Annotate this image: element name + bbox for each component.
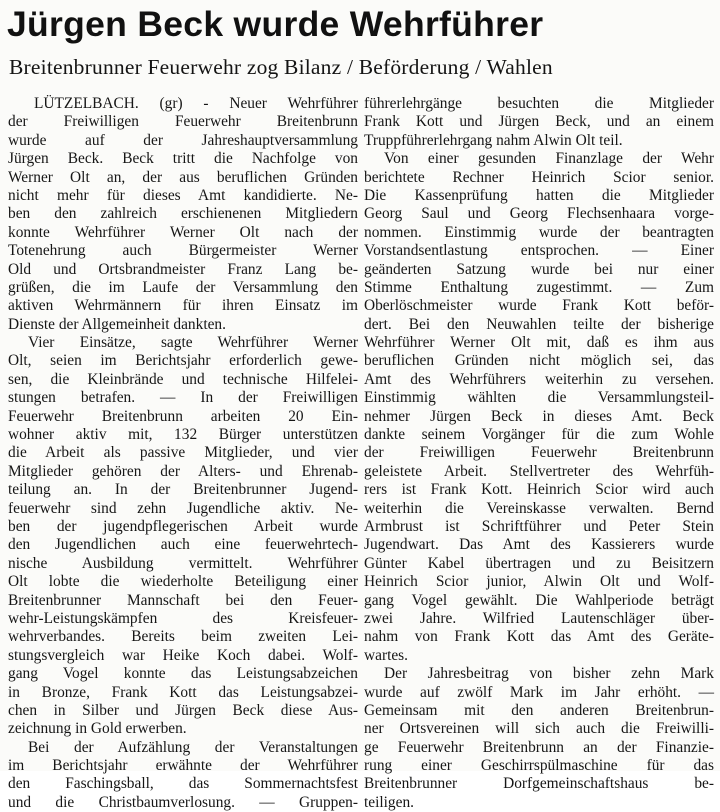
- text-line: nicht mehr für dieses Amt kandidierte. Ne-: [8, 186, 358, 204]
- text-line: stungsvergleich war Heike Koch dabei. Wolf-: [8, 646, 358, 664]
- text-line: teiligen.: [364, 793, 415, 811]
- text-line: nahm von Frank Kott das Amt des Geräte-: [364, 628, 714, 646]
- article-column-left: [8, 95, 358, 812]
- text-line: Stimme Enthaltung zugestimmt. — Zum: [364, 278, 714, 296]
- text-line: gang Vogel konnte das Leistungsabzeichen: [8, 665, 358, 683]
- text-line: ner Ortsvereinen will sich auch die Freiwilli-: [364, 720, 714, 738]
- subheadline: Breitenbrunner Feuerwehr zog Bilanz / Beförderung / Wahlen: [9, 55, 553, 79]
- text-line: Von einer gesunden Finanzlage der Wehr: [384, 150, 714, 168]
- text-line: berichtete Rechner Heinrich Scior senior.: [364, 168, 714, 186]
- text-line: der Freiwilligen Feuerwehr Breitenbrunn: [8, 113, 358, 131]
- text-line: wehrverbandes. Bereits beim zweiten Lei-: [8, 628, 358, 646]
- text-line: Jugendwart. Das Amt des Kassierers wurde: [364, 536, 714, 554]
- text-line: Mitglieder gehören der Alters- und Ehrenab-: [8, 462, 358, 480]
- text-line: nommen. Einstimmig wurde der beantragten: [364, 223, 714, 241]
- text-line: Armbrust ist Schriftführer und Peter Stein: [364, 517, 714, 535]
- text-line: geänderten Satzung wurde bei nur einer: [364, 260, 714, 278]
- text-line: stungen betrafen. — In der Freiwilligen: [8, 389, 358, 407]
- text-line: Totenehrung auch Bürgermeister Werner: [8, 242, 358, 260]
- text-line: LÜTZELBACH. (gr) - Neuer Wehrführer: [34, 95, 358, 112]
- text-line: Georg Saul und Georg Flechsenhaara vorge-: [364, 205, 714, 223]
- text-line: Vorstandsentlastung entsprochen. — Einer: [364, 242, 714, 260]
- text-line: Olt lobte die wiederholte Beteiligung einer: [8, 573, 358, 591]
- text-line: zeichnung in Gold erwerben.: [8, 720, 187, 738]
- text-line: konnte Wehrführer Werner Olt nach der: [8, 223, 358, 241]
- text-line: ge Feuerwehr Breitenbrunn an der Finanzie-: [364, 738, 714, 756]
- text-line: chen in Silber und Jürgen Beck diese Aus-: [8, 701, 358, 719]
- text-line: sen, die Kleinbrände und technische Hilfelei-: [8, 370, 358, 388]
- text-line: führerlehrgänge besuchten die Mitglieder: [364, 95, 714, 112]
- text-line: im Berichtsjahr erwähnte der Wehrführer: [8, 757, 358, 775]
- text-line: geleistete Arbeit. Stellvertreter des Wehrfüh-: [364, 462, 714, 480]
- text-line: Oberlöschmeister wurde Frank Kott beför-: [364, 297, 714, 315]
- text-line: nehmer Jürgen Beck in dieses Amt. Beck: [364, 407, 714, 425]
- text-line: wartes.: [364, 646, 409, 664]
- text-line: Günter Kabel übertragen und zu Beisitzern: [364, 554, 714, 572]
- text-line: wohner aktiv mit, 132 Bürger unterstützen: [8, 426, 358, 444]
- text-line: Der Jahresbeitrag von bisher zehn Mark: [384, 665, 714, 683]
- text-line: in Bronze, Frank Kott das Leistungsabzei-: [8, 683, 358, 701]
- text-line: Olt, seien im Berichtsjahr erforderlich gewe-: [8, 352, 358, 370]
- text-line: Breitenbrunner Mannschaft bei den Feuer-: [8, 591, 358, 609]
- text-line: aktiven Wehrmännern für ihren Einsatz im: [8, 297, 358, 315]
- text-line: teilung an. In der Breitenbrunner Jugend-: [8, 481, 358, 499]
- text-line: Breitenbrunner Dorfgemeinschaftshaus be-: [364, 775, 714, 793]
- text-line: der Freiwilligen Feuerwehr Breitenbrunn: [364, 444, 714, 462]
- text-line: wehr-Leistungskämpfen des Kreisfeuer-: [8, 609, 358, 627]
- text-line: Amt des Wehrführers weiterhin zu versehen.: [364, 370, 714, 388]
- text-line: Frank Kott und Jürgen Beck, und an einem: [364, 113, 714, 131]
- text-line: wurde auf zwölf Mark im Jahr erhöht. —: [364, 683, 714, 701]
- headline: Jürgen Beck wurde Wehrführer: [7, 4, 544, 44]
- text-line: grüßen, die im Laufe der Versammlung den: [8, 278, 358, 296]
- text-line: wurde auf der Jahreshauptversammlung: [8, 131, 358, 149]
- text-line: Feuerwehr Breitenbrunn arbeiten 20 Ein-: [8, 407, 358, 425]
- text-line: Bei der Aufzählung der Veranstaltungen: [28, 738, 358, 756]
- text-line: nische Ausbildung vermittelt. Wehrführer: [8, 554, 358, 572]
- text-line: Vier Einsätze, sagte Wehrführer Werner: [28, 334, 358, 352]
- text-line: dankte seinem Vorgänger für die zum Wohle: [364, 426, 714, 444]
- text-line: rung einer Geschirrspülmaschine für das: [364, 757, 714, 775]
- text-line: rers ist Frank Kott. Heinrich Scior wird auch: [364, 481, 714, 499]
- text-line: Werner Olt an, der aus beruflichen Gründen: [8, 168, 358, 186]
- text-line: den Jugendlichen auch eine feuerwehrtech-: [8, 536, 358, 554]
- text-line: zwei Jahre. Wilfried Lautenschläger über-: [364, 609, 714, 627]
- text-line: Heinrich Scior junior, Alwin Olt und Wolf-: [364, 573, 714, 591]
- text-line: ben den zahlreich erschienenen Mitgliedern: [8, 205, 358, 223]
- text-line: Wehrführer Werner Olt mit, daß es ihm aus: [364, 334, 714, 352]
- text-line: dert. Bei den Neuwahlen teilte der bisherige: [364, 315, 714, 333]
- text-line: gang Vogel gewählt. Die Wahlperiode beträgt: [364, 591, 714, 609]
- text-line: weiterhin die Vereinskasse verwalten. Bernd: [364, 499, 714, 517]
- text-line: Truppführerlehrgang nahm Alwin Olt teil.: [364, 131, 623, 149]
- text-line: Gemeinsam mit den anderen Breitenbrun-: [364, 701, 714, 719]
- article-column-right: [364, 95, 714, 812]
- text-line: Die Kassenprüfung hatten die Mitglieder: [364, 186, 714, 204]
- text-line: und die Christbaumverlosung. — Gruppen-: [8, 793, 358, 811]
- text-line: die Arbeit als passive Mitglieder, und vier: [8, 444, 358, 462]
- text-line: Jürgen Beck. Beck tritt die Nachfolge von: [8, 150, 358, 168]
- text-line: feuerwehr sind zehn Jugendliche aktiv. Ne-: [8, 499, 358, 517]
- text-line: beruflichen Gründen nicht möglich sei, das: [364, 352, 714, 370]
- text-line: den Faschingsball, das Sommernachtsfest: [8, 775, 358, 793]
- text-line: ben der jugendpflegerischen Arbeit wurde: [8, 517, 358, 535]
- text-line: Einstimmig wählten die Versammlungsteil-: [364, 389, 714, 407]
- text-line: Dienste der Allgemeinheit dankten.: [8, 315, 226, 333]
- text-line: Old und Ortsbrandmeister Franz Lang be-: [8, 260, 358, 278]
